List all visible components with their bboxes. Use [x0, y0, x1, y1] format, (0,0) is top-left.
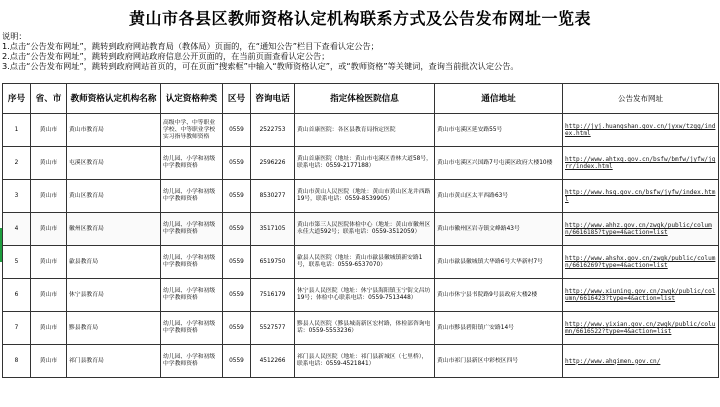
header-no: 序号 — [3, 84, 31, 114]
cell-hospital[interactable]: 祁门县人民医院（地址：祁门县新城区（七里桥），联系电话：0559-4521841） — [295, 345, 435, 378]
note-line: 1.点击“公告发布网址”，跳转到政府网站教育局（教体局）页面的，在“通知公告”栏目下查看认定公告； — [2, 41, 379, 51]
cell-address[interactable]: 黄山市祁门县新区中彩校区四号 — [435, 345, 563, 378]
cell-area-code[interactable]: 0559 — [223, 246, 251, 279]
cell-org[interactable]: 徽州区教育局 — [67, 213, 161, 246]
header-org: 教师资格认定机构名称 — [67, 84, 161, 114]
cell-area-code[interactable]: 0559 — [223, 312, 251, 345]
cell-area-code[interactable]: 0559 — [223, 213, 251, 246]
table-header-row — [3, 84, 719, 114]
cell-url-link[interactable]: http://www.hsq.gov.cn/bsfw/jyfw/index.html — [563, 180, 719, 213]
cell-address[interactable]: 黄山市黟县碧阳镇广安路14号 — [435, 312, 563, 345]
cell-area-code[interactable]: 0559 — [223, 279, 251, 312]
cell-address[interactable]: 黄山市休宁县书院路9号县政府大楼2楼 — [435, 279, 563, 312]
note-line: 3.点击“公告发布网址”，跳转到政府网站首页的，可在页面“搜索框”中输入“教师资格认定”，或“教师资格”等关键词，查询当前批次认定公告。 — [2, 61, 519, 71]
table-row — [3, 246, 719, 279]
table-row — [3, 114, 719, 147]
table-row — [3, 279, 719, 312]
table-row — [3, 147, 719, 180]
cell-types[interactable]: 幼儿园、小学和初级中学教师资格 — [161, 213, 223, 246]
cell-url-link[interactable]: http://www.yixian.gov.cn/zwgk/public/column/6616522?type=4&action=list — [563, 312, 719, 345]
cell-no[interactable]: 7 — [3, 312, 31, 345]
cell-city[interactable]: 黄山市 — [31, 246, 67, 279]
cell-url-link[interactable]: http://www.ahhz.gov.cn/zwgk/public/column/6616185?type=4&action=list — [563, 213, 719, 246]
cell-phone[interactable]: 4512266 — [251, 345, 295, 378]
notes-block — [2, 31, 718, 71]
header-area-code: 区号 — [223, 84, 251, 114]
cell-city[interactable]: 黄山市 — [31, 114, 67, 147]
note-line: 2.点击“公告发布网址”，跳转到政府网站政府信息公开页面的，在当前页面查看认定公告； — [2, 51, 330, 61]
cell-hospital[interactable]: 歙县人民医院（地址：黄山市歙县徽城镇新安路1号，联系电话：0559-6537070） — [295, 246, 435, 279]
cell-hospital[interactable]: 黄山首康医院（地址：黄山市屯溪区香林大道58号，联系电话：0559-2177188） — [295, 147, 435, 180]
cell-phone[interactable]: 5527577 — [251, 312, 295, 345]
cell-no[interactable]: 8 — [3, 345, 31, 378]
cell-types[interactable]: 幼儿园、小学和初级中学教师资格 — [161, 180, 223, 213]
cell-url-link[interactable]: http://www.ahqimen.gov.cn/ — [563, 345, 719, 378]
contact-table — [2, 83, 719, 378]
cell-org[interactable]: 歙县教育局 — [67, 246, 161, 279]
cell-address[interactable]: 黄山市屯溪区兴国路7号屯溪区政府大楼10楼 — [435, 147, 563, 180]
header-types: 认定资格种类 — [161, 84, 223, 114]
cell-phone[interactable]: 6519750 — [251, 246, 295, 279]
header-city: 省、市 — [31, 84, 67, 114]
cell-org[interactable]: 屯溪区教育局 — [67, 147, 161, 180]
cell-hospital[interactable]: 黟县人民医院（黟县城南新区宏村路，体检部咨询电话：0559-5553236） — [295, 312, 435, 345]
cell-phone[interactable]: 2522753 — [251, 114, 295, 147]
cell-phone[interactable]: 7516179 — [251, 279, 295, 312]
cell-org[interactable]: 黟县教育局 — [67, 312, 161, 345]
cell-no[interactable]: 3 — [3, 180, 31, 213]
header-url: 公告发布网址 — [563, 84, 719, 114]
table-row — [3, 312, 719, 345]
cell-hospital[interactable]: 休宁县人民医院（地址：休宁县海阳镇玉宁街文昌坊19号；体检中心联系电话：0559-7513448） — [295, 279, 435, 312]
cell-url-link[interactable]: http://www.xiuning.gov.cn/zwgk/public/column/6616423?type=4&action=list — [563, 279, 719, 312]
cell-url-link[interactable]: http://www.ahshx.gov.cn/zwgk/public/column/6616269?type=4&action=list — [563, 246, 719, 279]
cell-city[interactable]: 黄山市 — [31, 279, 67, 312]
cell-url-link[interactable]: http://www.ahtxq.gov.cn/bsfw/bmfw/jyfw/jgrr/index.html — [563, 147, 719, 180]
table-row — [3, 345, 719, 378]
cell-phone[interactable]: 3517105 — [251, 213, 295, 246]
cell-url-link[interactable]: http://jyj.huangshan.gov.cn/jyxw/tzgg/index.html — [563, 114, 719, 147]
cell-hospital[interactable]: 黄山首康医院：各区县教育局指定医院 — [295, 114, 435, 147]
cell-types[interactable]: 高级中学、中等职业学校、中等职业学校实习指导教师资格 — [161, 114, 223, 147]
cell-address[interactable]: 黄山市徽州区岩寺镇文峰路43号 — [435, 213, 563, 246]
cell-area-code[interactable]: 0559 — [223, 114, 251, 147]
cell-city[interactable]: 黄山市 — [31, 147, 67, 180]
cell-org[interactable]: 黄山区教育局 — [67, 180, 161, 213]
cell-address[interactable]: 黄山市屯溪区延安路55号 — [435, 114, 563, 147]
header-phone: 咨询电话 — [251, 84, 295, 114]
cell-no[interactable]: 6 — [3, 279, 31, 312]
cell-city[interactable]: 黄山市 — [31, 213, 67, 246]
cell-types[interactable]: 幼儿园、小学和初级中学教师资格 — [161, 345, 223, 378]
cell-types[interactable]: 幼儿园、小学和初级中学教师资格 — [161, 279, 223, 312]
cell-no[interactable]: 4 — [3, 213, 31, 246]
header-hospital: 指定体检医院信息 — [295, 84, 435, 114]
cell-no[interactable]: 2 — [3, 147, 31, 180]
header-address: 通信地址 — [435, 84, 563, 114]
sheet-title: 黄山市各县区教师资格认定机构联系方式及公告发布网址一览表 — [128, 9, 591, 28]
cell-org[interactable]: 祁门县教育局 — [67, 345, 161, 378]
cell-address[interactable]: 黄山市歙县徽城镇大华路6号大华新村7号 — [435, 246, 563, 279]
cell-types[interactable]: 幼儿园、小学和初级中学教师资格 — [161, 147, 223, 180]
cell-hospital[interactable]: 黄山市黄山人民医院（地址：黄山市黄山区龙井西路19号，联系电话：0559-8539905） — [295, 180, 435, 213]
cell-no[interactable]: 5 — [3, 246, 31, 279]
cell-phone[interactable]: 2596226 — [251, 147, 295, 180]
cell-area-code[interactable]: 0559 — [223, 345, 251, 378]
cell-types[interactable]: 幼儿园、小学和初级中学教师资格 — [161, 312, 223, 345]
cell-city[interactable]: 黄山市 — [31, 345, 67, 378]
cell-types[interactable]: 幼儿园、小学和初级中学教师资格 — [161, 246, 223, 279]
cell-no[interactable]: 1 — [3, 114, 31, 147]
notes-heading: 说明： — [2, 31, 27, 41]
cell-address[interactable]: 黄山市黄山区太平西路63号 — [435, 180, 563, 213]
cell-org[interactable]: 黄山市教育局 — [67, 114, 161, 147]
cell-area-code[interactable]: 0559 — [223, 147, 251, 180]
cell-city[interactable]: 黄山市 — [31, 180, 67, 213]
table-row — [3, 180, 719, 213]
cell-phone[interactable]: 8530277 — [251, 180, 295, 213]
cell-area-code[interactable]: 0559 — [223, 180, 251, 213]
cell-city[interactable]: 黄山市 — [31, 312, 67, 345]
cell-org[interactable]: 休宁县教育局 — [67, 279, 161, 312]
table-row — [3, 213, 719, 246]
cell-hospital[interactable]: 黄山市第三人民医院体检中心（地址：黄山市徽州区永佳大道592号；联系电话：0559-3512059） — [295, 213, 435, 246]
